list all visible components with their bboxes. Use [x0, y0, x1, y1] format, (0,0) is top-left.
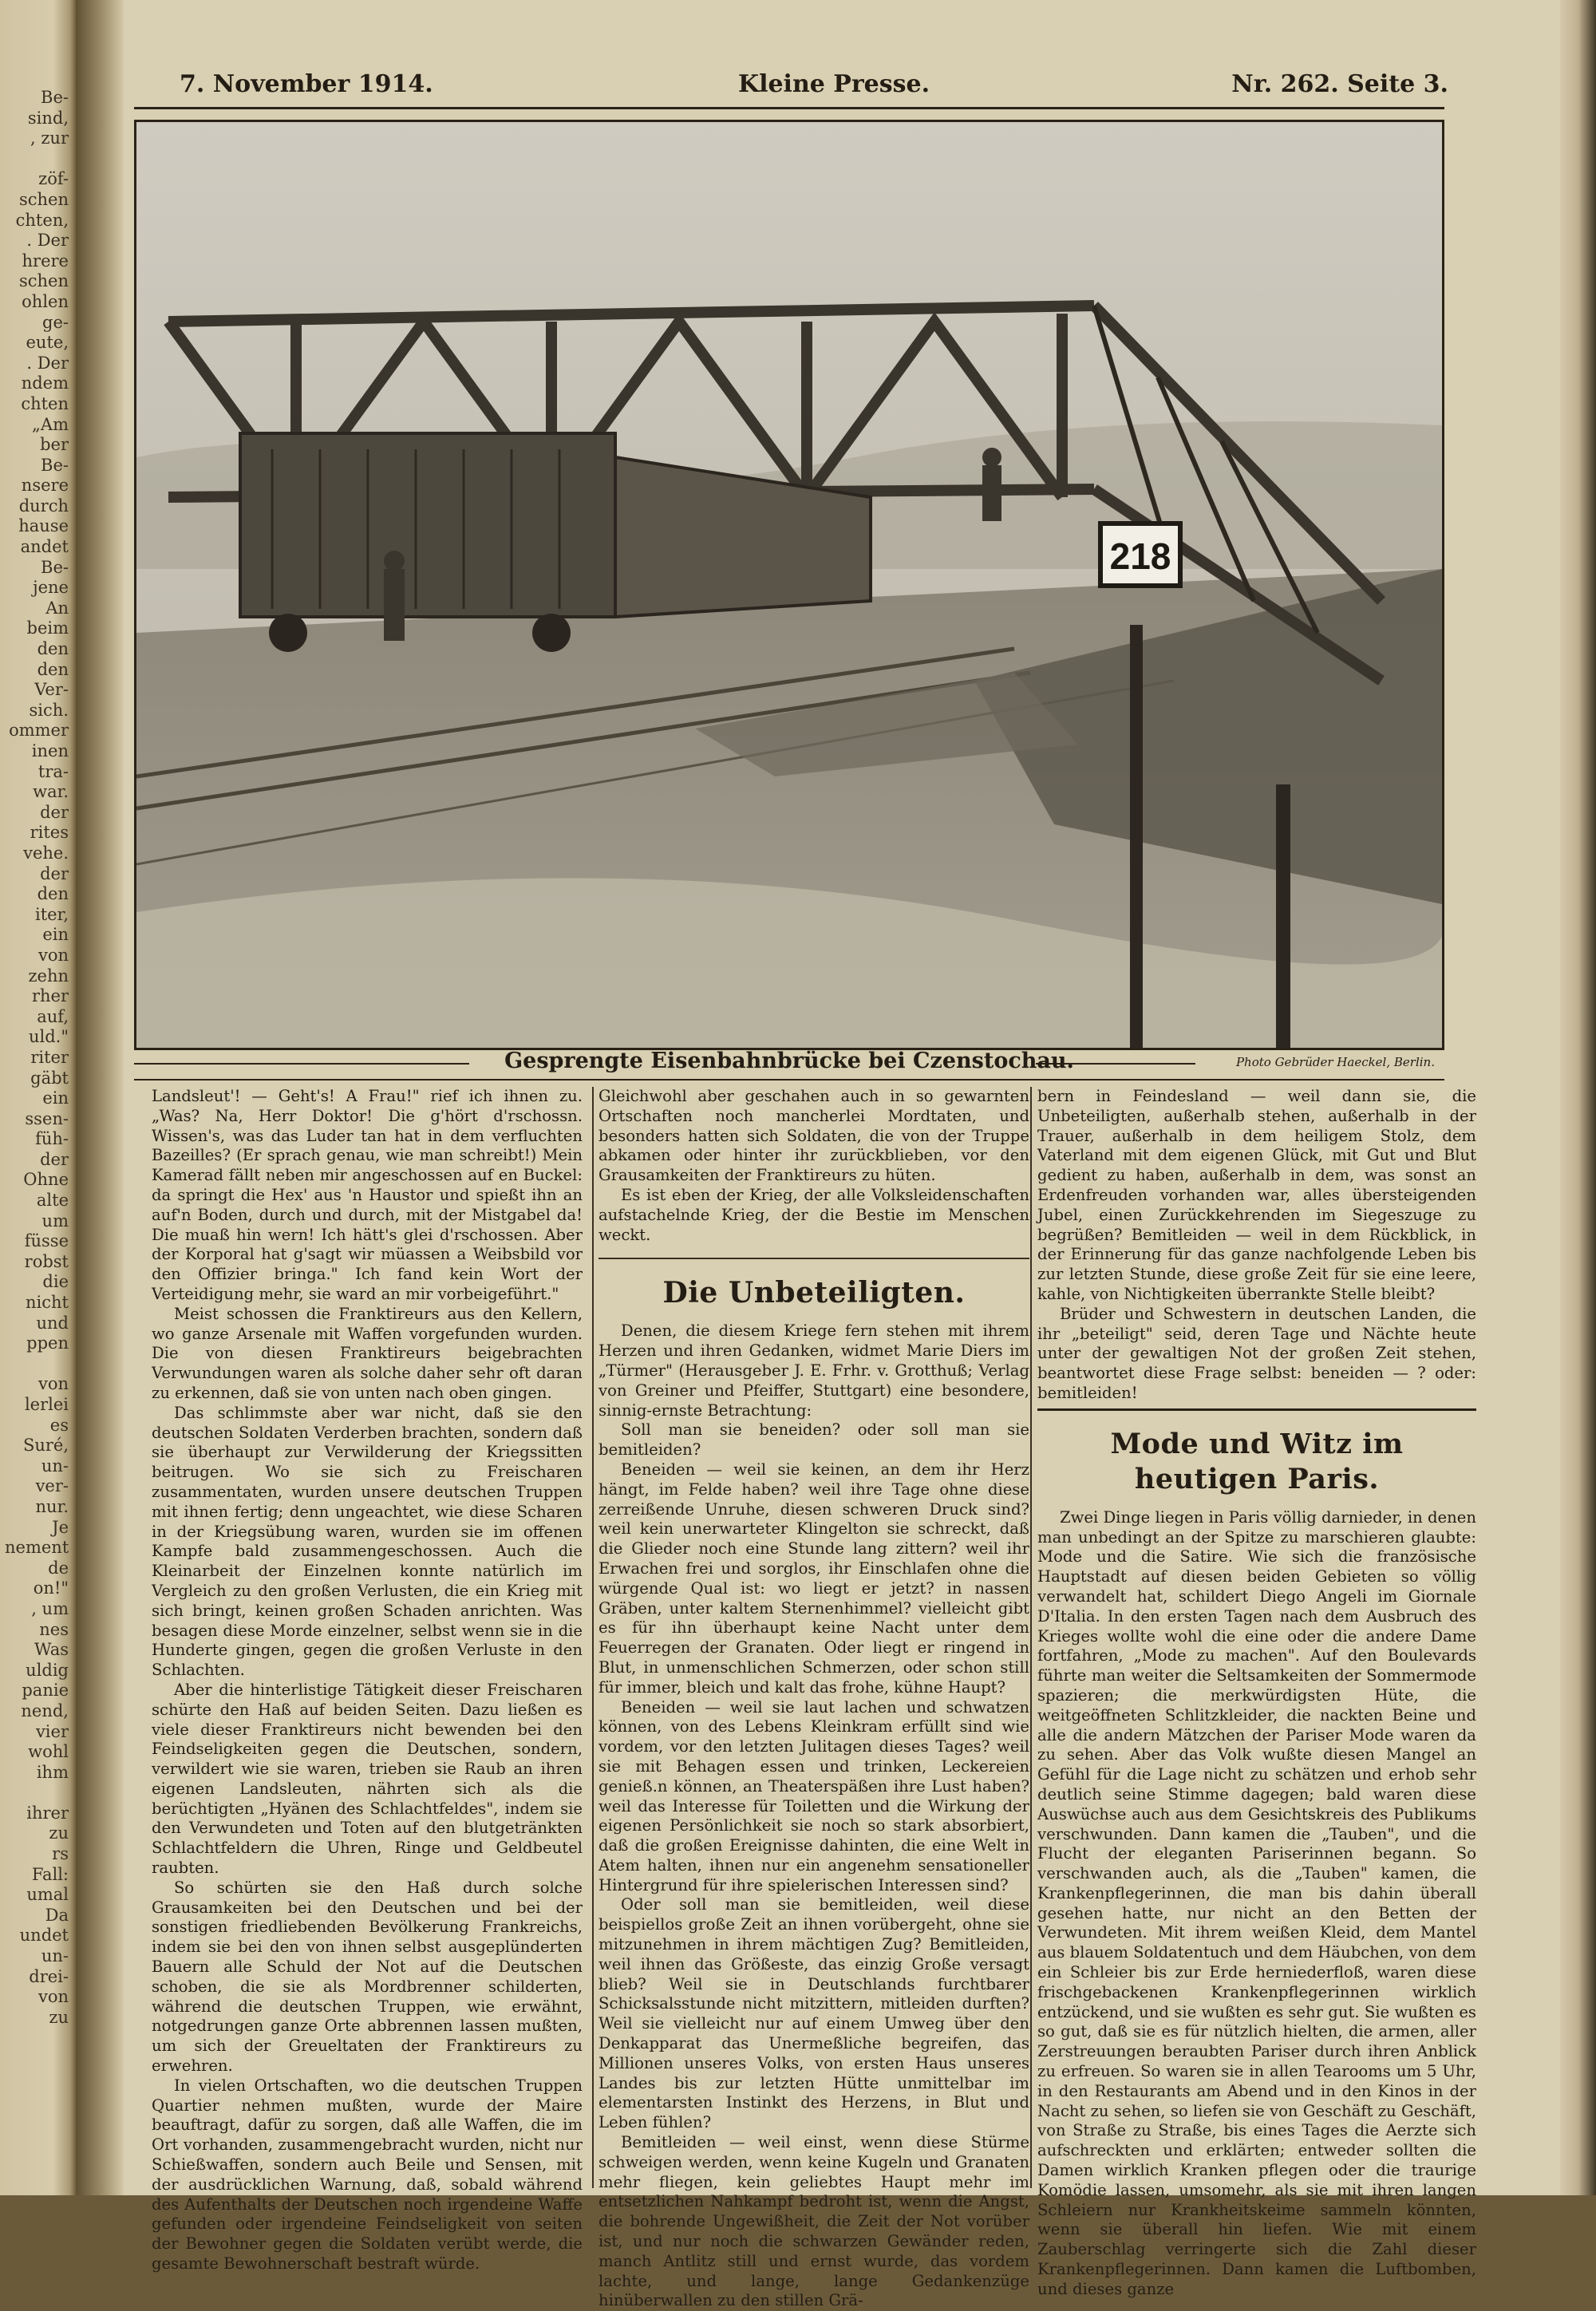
c2-paragraph: Beneiden — weil sie keinen, an dem ihr Herz hängt, im Felde haben? weil ihre Tage ohne diese zerreißende Unruhe, diesen schweren Druck sind? weil kein unerwarteter Klingelton sie schreckt, daß die Glieder noch eine Stunde lang zittern? weil ihr Erwachen frei und sorglos, ihr Einschlafen ohne die würgende Qual ist: wo liegt er jetzt? in nassen Gräben, unter kaltem Sternenhimmel? vielleicht gibt es für ihn überhaupt keine Nacht unter dem Feuerregen der Granaten. Oder liegt er ringend in Blut, in unmenschlichen Schmerzen, oder schon still für immer, bleich und kalt das frohe, kühne Haupt?	[598, 1460, 1029, 1697]
bridge-photograph	[134, 120, 1444, 1050]
c2-paragraph: Gleichwohl aber geschahen auch in so gewarnten Ortschaften noch mancherlei Mordtaten, und besonders hatten sich Soldaten, die von der Truppe abkamen oder hinter ihr zurückblieben, vor den Grausamkeiten der Franktireurs zu hüten.	[598, 1087, 1029, 1185]
c2-paragraph: Soll man sie beneiden? oder soll man sie bemitleiden?	[598, 1420, 1029, 1460]
column-1	[152, 1087, 583, 2274]
column-divider-1	[592, 1087, 594, 2188]
sign-number-218: 218	[1109, 535, 1171, 577]
c1-paragraph: Aber die hinterlistige Tätigkeit dieser Freischaren schürte den Haß auf beiden Seiten. Dazu ließen es viele dieser Franktireurs nicht bewenden bei den Feindseligkeiten gegen die Deutschen, sondern, verwildert wie sie waren, trieben sie Raub an ihren eigenen Landsleuten, nährten sich als die berüchtigten „Hyänen des Schlachtfeldes", indem sie den Verwundeten und Toten auf den blutgetränkten Schlachtfeldern die Uhren, Ringe und Geldbeutel raubten.	[152, 1680, 583, 1878]
article-separator	[598, 1258, 1029, 1259]
photo-caption-bar	[134, 1047, 1444, 1079]
article-title-unbeteiligten: Die Unbeteiligten.	[662, 1276, 966, 1310]
c1-paragraph: Das schlimmste aber war nicht, daß sie den deutschen Soldaten Verderben brachten, sondern daß sie überhaupt zur Verwilderung der Kriegssitten beitrugen. Wo sie sich zu Freischaren zusammentaten, wurden unsere deutschen Truppen mit ihnen fertig; denn ungeachtet, wie diese Scharen in der Kriegsübung waren, wurden sie im offenen Kampfe bald zusammengeschossen. Auch die Kleinarbeit der Einzelnen konnte natürlich im Vergleich zu den großen Verlusten, die ein Krieg mit sich bringt, keinen großen Schaden anrichten. Was besagen diese Morde einzelner, selbst wenn sie in die Hunderte gingen, gegen die großen Verluste in den Schlachten.	[152, 1403, 583, 1680]
c2-paragraph: Oder soll man sie bemitleiden, weil diese beispiellos große Zeit an ihnen vorübergeht, ohne sie mitzunehmen in ihrem mächtigen Zug? Bemitleiden, weil ihnen das Größeste, das einzig Große versagt blieb? Weil sie in Deutschlands furchtbarer Schicksalsstunde nicht mitzittern, mitleiden durften? Weil sie vielleicht nur auf einem Umweg über den Denkapparat das Unermeßliche begreifen, das Millionen unseres Volks, von ersten Haus unseres Landes bis zur letzten Hütte unmittelbar im elementarsten Instinkt des Herzens, in Blut und Leben fühlen?	[598, 1895, 1029, 2132]
c2-paragraph: Bemitleiden — weil einst, wenn diese Stürme schweigen werden, wenn keine Kugeln und Granaten mehr fliegen, kein geliebtes Haupt mehr im entsetzlichen Nahkampf bedroht ist, wenn die Angst, die bohrende Ungewißheit, die Zeit der Not vorüber ist, und nur noch die schwarzen Gewänder reden, manch Antlitz still und ernst wurde, das vordem lachte, und lange, lange Gedankenzüge hinüberwallen zu den stillen Grä-	[598, 2133, 1029, 2310]
c1-paragraph: Meist schossen die Franktireurs aus den Kellern, wo ganze Arsenale mit Waffen vorgefunden wurden. Die von diesen Franktireurs beigebrachten Verwundungen waren als solche daher sehr oft daran zu erkennen, daß sie von unten nach oben gingen.	[152, 1304, 583, 1402]
article-separator	[1037, 1408, 1476, 1411]
right-page-edge	[1560, 0, 1596, 2195]
c3-paragraph: Zwei Dinge liegen in Paris völlig darnieder, in denen man unbedingt an der Spitze zu marschieren glaubte: Mode und die Satire. Wie sich die französische Hauptstadt auf diesen beiden Gebieten so völlig verwandelt hat, schildert Diego Angeli im Giornale D'Italia. In den ersten Tagen nach dem Ausbruch des Krieges wollte wohl die eine oder die andere Dame fortfahren, „Mode zu machen". Auf den Boulevards führte man weiter die Seltsamkeiten der Sommermode spazieren; die merkwürdigsten Hüte, die weitgeöffneten Schlitzkleider, die nackten Beine und alle die andern Mätzchen der Pariser Mode waren da zu sehen. Aber das Volk wußte diesen Mangel an Gefühl für die Lage nicht zu schätzen und erhob sehr deutlich seine Stimme dagegen; bald waren diese Auswüchse auch aus dem Gesichtskreis des Publikums verschwunden. Dann kamen die „Tauben", und die Flucht der eleganten Pariserinnen begann. So verschwanden auch, als die „Tauben" kamen, die Krankenpflegerinnen, die man bis dahin überall gesehen hatte, nur nicht an den Betten der Verwundeten. Mit ihrem weißen Kleid, dem Mantel aus blauem Soldatentuch und dem Häubchen, von dem ein Schleier bis zur Erde herniederfloß, waren diese frischgebackenen Krankenpflegerinnen wirklich entzückend, und sie wußten es sehr gut. Sie wußten es so gut, daß sie es für nützlich hielten, die armen, aller Zerstreuungen beraubten Pariser durch ihren Anblick zu erfreuen. So waren sie in allen Tearooms um 5 Uhr, in den Restaurants am Abend und in den Kinos in der Nacht zu sehen, so liefen sie von Geschäft zu Geschäft, von Straße zu Straße, bis eines Tages die Aerzte sich aufschreckten und erklärten; entweder sollten die Damen wirklich Kranken pflegen oder die traurige Komödie lassen, umsomehr, als sie mit ihren langen Schleiern nur Krankheitskeime sammeln könnten, wenn sie überall hin liefen. Wie mit einem Zauberschlag verringerte sich die Zahl dieser Krankenpflegerinnen. Dann kamen die Luftbomben, und dieses ganze	[1037, 1507, 1476, 2298]
c1-paragraph: So schürten sie den Haß durch solche Grausamkeiten bei den Deutschen und bei der sonstigen friedliebenden Bevölkerung Frankreichs, indem sie bei den von ihnen selbst ausgeplünderten Bauern alle Schuld der Not auf die Deutschen schoben, die sie als Mordbrenner schilderten, während die deutschen Truppen, wie erwähnt, notgedrungen ganze Orte abbrennen lassen mußten, um sich der Greueltaten der Franktireurs zu erwehren.	[152, 1878, 583, 2076]
c2-paragraph: Denen, die diesem Kriege fern stehen mit ihrem Herzen und ihren Gedanken, widmet Marie Diers im „Türmer" (Herausgeber J. E. Frhr. v. Grotthuß; Verlag von Greiner und Pfeiffer, Stuttgart) eine besondere, sinnig-ernste Betrachtung:	[598, 1321, 1029, 1420]
c3-paragraph: Brüder und Schwestern in deutschen Landen, die ihr „beteiligt" seid, deren Tage und Nächte heute unter der gewaltigen Not der großen Zeit stehen, beantwortet diese Frage selbst: beneiden — ? oder: bemitleiden!	[1037, 1304, 1476, 1402]
column-3	[1037, 1087, 1476, 2300]
page-header	[172, 70, 1448, 110]
c1-paragraph: In vielen Ortschaften, wo die deutschen Truppen Quartier nehmen mußten, wurde der Maire beauftragt, dafür zu sorgen, daß alle Waffen, die im Ort vorhanden, zusammengebracht wurden, nicht nur Schießwaffen, sondern auch Beile und Sensen, mit der ausdrücklichen Warnung, daß, sobald während des Aufenthalts der Deutschen noch irgendeine Waffe gefunden oder irgendeine Feindseligkeit von seiten der Bewohner gegen die Soldaten verübt werde, die gesamte Bewohnerschaft bestraft würde.	[152, 2076, 583, 2273]
header-rule	[134, 107, 1444, 109]
header-issue-page: Nr. 262. Seite 3.	[1231, 70, 1448, 98]
photo-caption: Gesprengte Eisenbahnbrücke bei Czenstochau.	[504, 1049, 1074, 1073]
c3-paragraph: bern in Feindesland — weil dann sie, die Unbeteiligten, außerhalb stehen, außerhalb in der Trauer, außerhalb in dem heiligem Stolz, dem Vaterland mit dem eigenen Glück, mit Gut und Blut gedient zu haben, außerhalb in dem, was sonst an Erdenfreuden vorhanden war, alles übersteigenden Jubel, einen Zurückkehrenden im Siegeszuge zu begrüßen? Bemitleiden — weil in dem Rückblick, in der Erinnerung für das ganze nachfolgende Leben bis zur letzten Stunde, diese große Zeit für sie eine leere, kahle, von Nichtigkeiten überrankte Stelle bleibt?	[1037, 1087, 1476, 1303]
column-2	[598, 1087, 1029, 2311]
c1-paragraph: Landsleut'! — Geht's! A Frau!" rief ich ihnen zu. „Was? Na, Herr Doktor! Die g'hört d'rschossn. Wissen's, was das Luder tan hat in dem verfluchten Bazeilles? (Er sprach genau, wie man schreibt!) Mein Kamerad fällt neben mir angeschossen auf en Buckel: da springt die Hex' aus 'n Haustor und spießt ihn an auf'n Boden, durch und durch, mit der Mistgabel da! Die muaß hin wern! Ich hätt's glei d'rschossen. Aber der Korporal hat g'sagt wir müassen a Weibsbild vor den Offizier bringa." Ich fand kein Wort der Verteidigung mehr, sie ward an mir vorbeigeführt."	[152, 1087, 583, 1303]
header-paper-name: Kleine Presse.	[738, 70, 930, 98]
c2-paragraph: Es ist eben der Krieg, der alle Volksleidenschaften aufstachelnde Krieg, der die Bestie im Menschen weckt.	[598, 1185, 1029, 1244]
article-title-mode-und-witz: Mode und Witz im heutigen Paris.	[1110, 1427, 1404, 1495]
header-date: 7. November 1914.	[180, 70, 433, 98]
photo-illustration	[136, 122, 1442, 1048]
c2-paragraph: Beneiden — weil sie laut lachen und schwatzen können, von des Lebens Kleinkram erfüllt sind wie vordem, vor den letzten Julitagen dieses Tages? weil sie mit Behagen essen und trinken, Leckereien genieß.n können, an Theaterspäßen ihre Lust haben? weil das Interesse für Toiletten und die Wirkung der eigenen Persönlichkeit sie noch so stark absorbiert, daß die großen Ereignisse dahinten, die eine Welt in Atem halten, ihnen nur ein angenehm sensationeller Hintergrund für ihre spielerischen Interessen sind?	[598, 1697, 1029, 1894]
book-gutter	[76, 0, 124, 2195]
previous-page-edge	[0, 0, 76, 2195]
caption-bottom-rule	[134, 1079, 1444, 1080]
photo-credit: Photo Gebrüder Haeckel, Berlin.	[1235, 1055, 1435, 1069]
previous-page-text-fragment: Be- sind, , zur zöf- schen chten, . Der hrere schen ohlen ge- eute, . Der ndem chten „Am ber Be- nsere durch hause andet Be- jene An beim den den Ver- sich. ommer inen tra- war. der rites vehe. der den iter, ein von zehn rher auf, uld." riter gäbt ein ssen- füh- der Ohne alte um füsse robst die nicht und ppen von lerlei es Suré, un- ver- nur. Je nement de on!" , um nes Was uldig panie nend, vier wohl ihm ihrer zu rs Fall: umal Da undet un- drei- von zu	[5, 88, 69, 2027]
column-divider-2	[1030, 1087, 1032, 2188]
